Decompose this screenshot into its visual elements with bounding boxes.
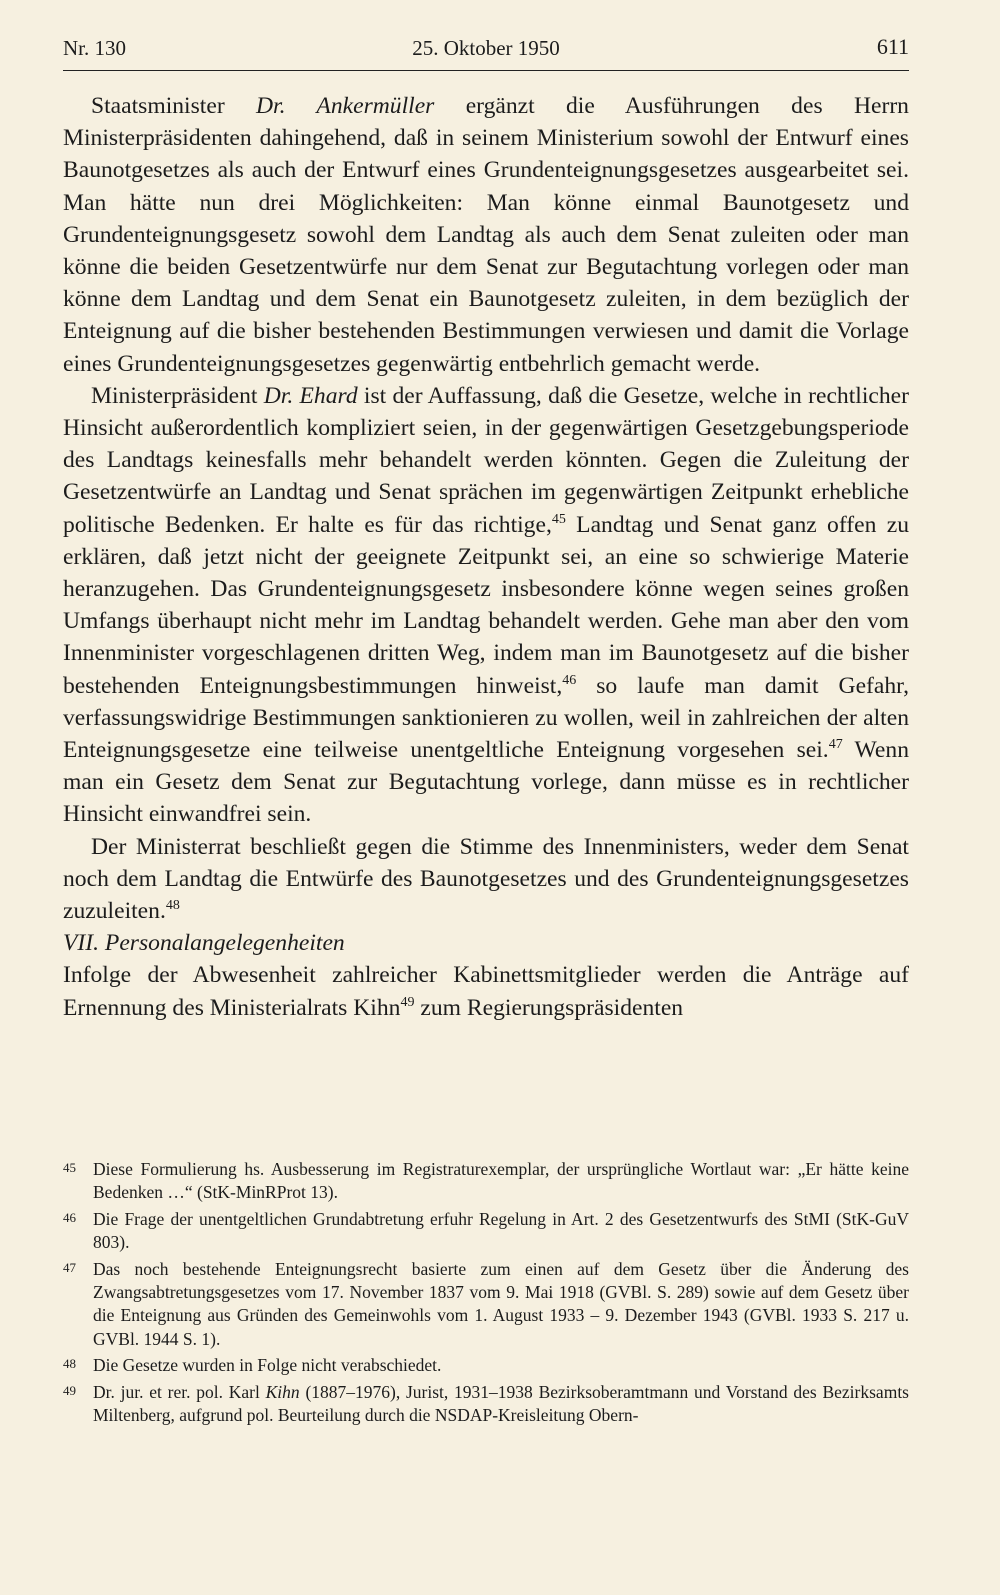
footnote [63, 1354, 909, 1377]
footnote [63, 1158, 909, 1205]
paragraph-ankermueller [63, 90, 909, 380]
footnote-number: 45 [63, 1160, 76, 1175]
main-text [63, 90, 909, 1024]
page-number: 611 [876, 34, 909, 59]
text-run: Landtag und Senat ganz offen zu erklären, daß jetzt nicht der geeignete Zeitpunkt sei, an eine so schwierige Materie heranzugehen. Das Grundenteignungsgesetz insbesondere könne wegen seines großen Umfangs überhaupt nicht mehr im Landtag behandelt werden. Gehe man aber den vom Innenminister vorgeschlagenen dritten Weg, indem man im Baunotgesetz auf die bisher bestehenden Enteignungsbestimmungen hinweist, [63, 511, 909, 699]
text-run: Ministerpräsident [91, 382, 264, 409]
text-run: ist der Auffassung, daß die Gesetze, welche in rechtlicher Hinsicht außerordentlich kompliziert seien, in der gegenwärtigen Gesetzgebungsperiode des Landtags keinesfalls mehr behandelt werden könnten. Gegen die Zuleitung der Gesetzentwürfe an Landtag und Senat sprächen im gegenwärtigen Zeitpunkt erhebliche politische Bedenken. Er halte es für das richtige, [63, 382, 909, 538]
footnote-number: 49 [63, 1382, 76, 1398]
footnote-number: 47 [63, 1259, 76, 1275]
text-run: zum Regierungspräsidenten [414, 994, 684, 1021]
running-header [63, 34, 909, 71]
issue-number: Nr. 130 [63, 36, 126, 60]
text-run: ergänzt die Ausführungen des Herrn Ministerpräsidenten dahingehend, daß in seinem Ministerium sowohl der Entwurf eines Baunotgesetzes als auch der Entwurf eines Grundenteignungsgesetzes ausgearbeitet sei. Man hätte nun drei Möglichkeiten: Man könne einmal Baunotgesetz und Grundenteignungsgesetz sowohl dem Landtag als auch dem Senat zuleiten oder man könne die beiden Gesetzentwürfe nur dem Senat zur Begutachtung vorlegen oder man könne dem Landtag und dem Senat ein Baunotgesetz zuleiten, in dem bezüglich der Enteignung auf die bisher bestehenden Bestimmungen verwiesen und damit die Vorlage eines Grundenteignungsgesetzes gegenwärtig entbehrlich gemacht werde. [63, 93, 909, 377]
footnote [63, 1258, 909, 1352]
footnote [63, 1208, 909, 1255]
footnote-ref[interactable]: 49 [400, 994, 415, 1010]
paragraph-personal [63, 959, 909, 1023]
footnote-ref[interactable]: 47 [828, 737, 843, 753]
text-run: so laufe man damit Gefahr, verfassungswidrige Bestimmungen sanktionieren zu wollen, weil in zahlreichen der alten Enteignungsgesetze eine teilweise unentgeltliche Enteignung vorgesehen sei. [63, 672, 909, 764]
footnote-ref[interactable]: 48 [165, 898, 180, 914]
text-run: Infolge der Abwesenheit zahlreicher Kabinettsmitglieder werden die Anträge auf Ernennung des Ministerialrats Kihn [63, 962, 909, 1021]
footnote-ref[interactable]: 46 [562, 672, 577, 688]
text-run: Wenn man ein Gesetz dem Senat zur Begutachtung vorlege, dann müsse es in rechtlicher Hinsicht einwandfrei sein. [63, 737, 909, 828]
footnote-number: 46 [63, 1209, 76, 1225]
footnote [63, 1381, 909, 1428]
paragraph-ehard [63, 380, 909, 831]
person-name: Dr. Ankermüller [256, 93, 435, 119]
footnote-text: Das noch bestehende Enteignungsrecht basierte zum einen auf dem Gesetz über die Änderung des Zwangsabtretungsgesetzes vom 17. November 1837 vom 9. Mai 1918 (GVBl. S. 289) sowie auf dem Gesetz über die Enteignung aus Gründen des Gemeinwohls vom 1. August 1933 – 9. Dezember 1943 (GVBl. 1933 S. 217 u. GVBl. 1944 S. 1). [93, 1258, 909, 1349]
footnote-ref[interactable]: 45 [551, 511, 566, 527]
header-date: 25. Oktober 1950 [412, 36, 560, 60]
footnote-text: Die Gesetze wurden in Folge nicht verabschiedet. [93, 1355, 442, 1376]
footnote-number: 48 [63, 1356, 76, 1372]
text-run: (1887–1976), Jurist, 1931–1938 Bezirksoberamtmann und Vorstand des Bezirksamts Miltenberg, aufgrund pol. Beurteilung durch die NSDAP-Kreisleitung Obern- [93, 1381, 909, 1426]
text-run: Staatsminister [91, 93, 257, 119]
footnote-text: Diese Formulierung hs. Ausbesserung im Registraturexemplar, der ursprüngliche Wortlaut war: „Er hätte keine Bedenken …“ (StK-MinRProt 13). [93, 1159, 909, 1203]
footnote-text [93, 1382, 909, 1425]
footnotes [63, 1158, 909, 1430]
person-name: Dr. Ehard [263, 382, 358, 409]
text-run: Der Ministerrat beschließt gegen die Stimme des Innenministers, weder dem Senat noch dem Landtag die Entwürfe des Baunotgesetzes und des Grundenteignungsgesetzes zuzuleiten. [63, 833, 909, 925]
person-name: Kihn [265, 1381, 300, 1402]
footnote-text: Die Frage der unentgeltlichen Grundabtretung erfuhr Regelung in Art. 2 des Gesetzentwurfs des StMI (StK-GuV 803). [93, 1208, 909, 1253]
section-heading: VII. Personalangelegenheiten [63, 930, 345, 957]
paragraph-decision [63, 831, 909, 928]
text-run: Dr. jur. et rer. pol. Karl [93, 1381, 266, 1402]
